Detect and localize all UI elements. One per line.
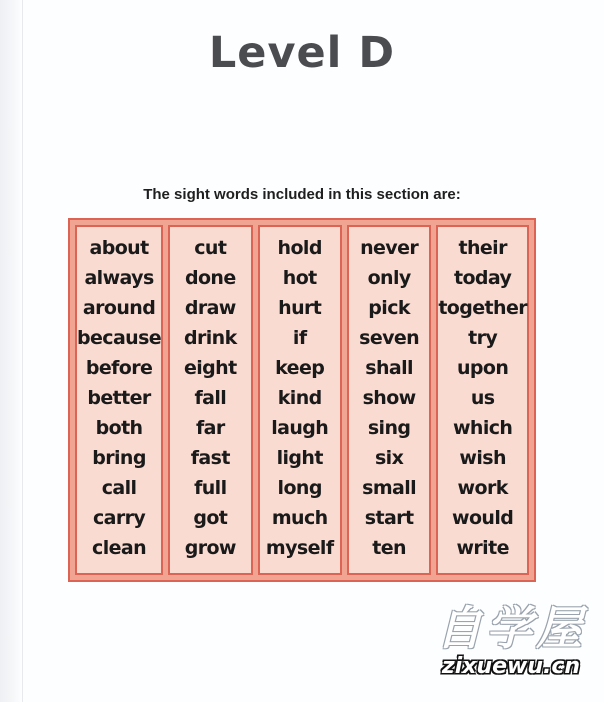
sight-word: try [468, 327, 498, 349]
sight-word: hurt [278, 297, 322, 319]
sight-word: always [84, 267, 154, 289]
intro-text: The sight words included in this section are: [143, 186, 461, 203]
sight-word: around [82, 297, 156, 319]
sight-word: got [193, 507, 228, 529]
watermark-url: zixuewu.cn [441, 654, 581, 679]
sight-word: their [458, 237, 507, 259]
sight-word: cut [194, 237, 227, 259]
sight-word: better [87, 387, 151, 409]
sight-word: only [367, 267, 411, 289]
sight-word: show [362, 387, 416, 409]
sight-word: both [95, 417, 143, 439]
sight-word: keep [275, 357, 325, 379]
sight-word: long [277, 477, 322, 499]
sight-word: full [194, 477, 227, 499]
sight-word: much [271, 507, 328, 529]
sight-word: wish [459, 447, 506, 469]
word-column-4 [347, 225, 431, 575]
page-edge [0, 0, 23, 702]
sight-word: seven [359, 327, 420, 349]
word-column-2 [168, 225, 252, 575]
word-column-5 [436, 225, 529, 575]
sight-word: ten [372, 537, 406, 559]
sight-word: shall [365, 357, 413, 379]
sight-word: fast [190, 447, 230, 469]
sight-word: laugh [271, 417, 329, 439]
sight-word: if [292, 327, 307, 349]
sight-word: six [374, 447, 404, 469]
sight-word: far [195, 417, 225, 439]
sight-word-table [68, 218, 536, 582]
sight-word: because [77, 327, 162, 349]
sight-word: carry [92, 507, 146, 529]
sight-word: together [438, 297, 528, 319]
sight-word: would [452, 507, 514, 529]
sight-word: which [452, 417, 513, 439]
sight-word: draw [184, 297, 236, 319]
sight-word: start [364, 507, 414, 529]
sight-word: bring [92, 447, 146, 469]
sight-word: kind [277, 387, 322, 409]
sight-word: never [360, 237, 419, 259]
sight-word: grow [184, 537, 236, 559]
sight-word: before [85, 357, 153, 379]
sight-word: small [362, 477, 417, 499]
sight-word: myself [265, 537, 334, 559]
sight-word: pick [368, 297, 410, 319]
sight-word: fall [194, 387, 227, 409]
sight-word: about [89, 237, 149, 259]
sight-word: call [101, 477, 137, 499]
sight-word: done [184, 267, 236, 289]
sight-word: us [470, 387, 495, 409]
sight-word: drink [183, 327, 237, 349]
sight-word: hot [282, 267, 317, 289]
sight-word: clean [92, 537, 147, 559]
sight-word: write [456, 537, 509, 559]
watermark-logo-text: 自学屋 [436, 601, 586, 655]
sight-word: eight [183, 357, 237, 379]
sight-word: light [276, 447, 323, 469]
watermark [436, 601, 586, 682]
page-title: Level D [208, 28, 396, 78]
sight-word: hold [277, 237, 322, 259]
word-column-3 [258, 225, 342, 575]
sight-word: upon [457, 357, 509, 379]
word-column-1 [75, 225, 163, 575]
sight-word: today [453, 267, 512, 289]
sight-word: work [457, 477, 508, 499]
sight-word: sing [367, 417, 411, 439]
